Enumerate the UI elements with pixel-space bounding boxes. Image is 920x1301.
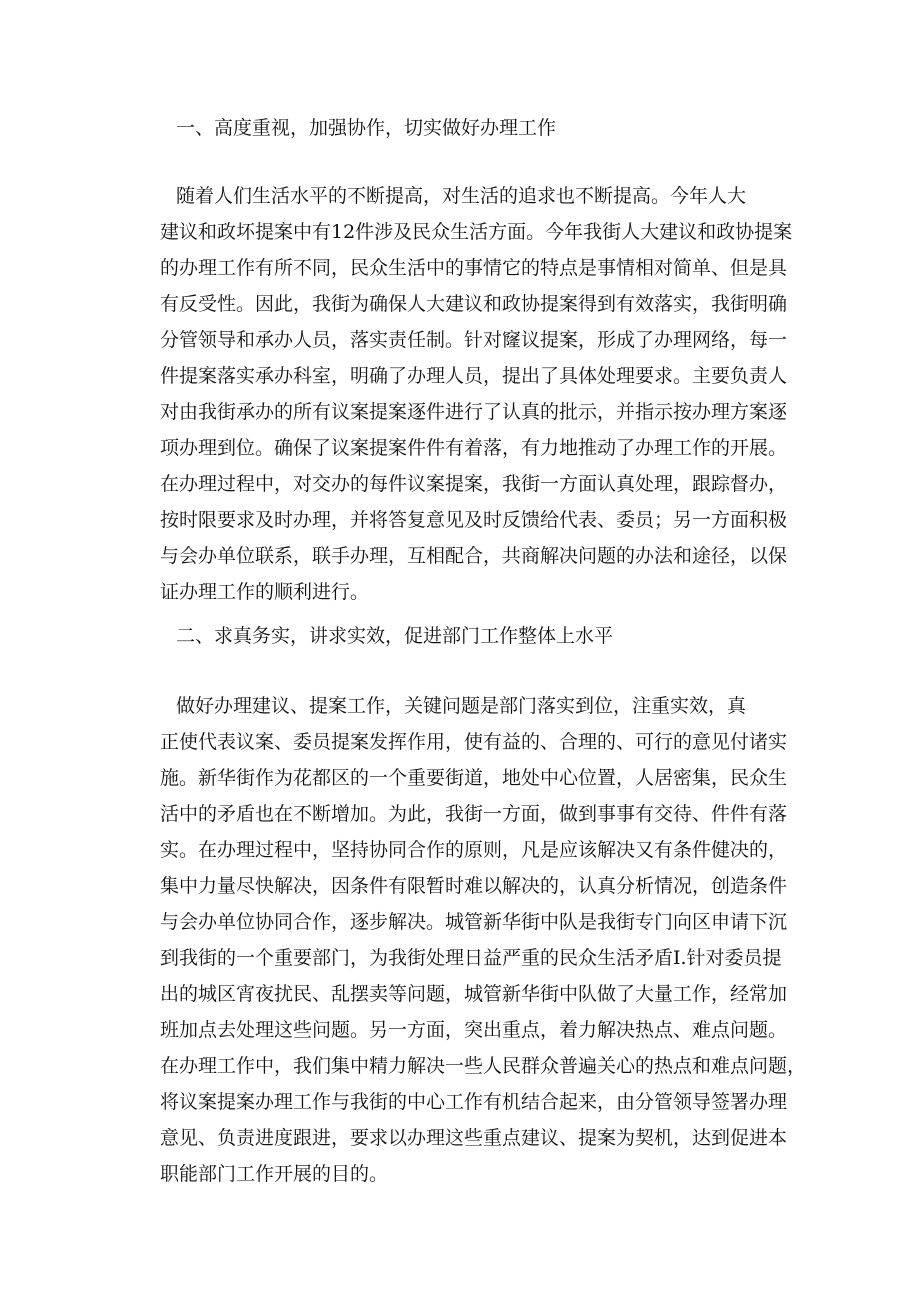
paragraph-line: 项办理到位。确保了议案提案件件有着落，有力地推动了办理工作的开展。 <box>160 437 788 459</box>
paragraph-line: 在办理过程中，对交办的每件议案提案，我街一方面认真处理，跟踪督办， <box>160 473 788 495</box>
section-paragraph-1 <box>160 178 800 610</box>
paragraph-line: 职能部门工作开展的目的。 <box>160 1163 389 1185</box>
paragraph-line: 与会办单位联系，联手办理，互相配合，共商解决问题的办法和途径，以保 <box>160 545 788 567</box>
section-heading-1: 一、高度重视，加强协作，切实做好办理工作 <box>176 117 557 139</box>
paragraph-line: 将议案提案办理工作与我街的中心工作有机结合起来，由分管领导签署办理 <box>160 1091 788 1113</box>
paragraph-line: 与会办单位协同合作，逐步解决。城管新华街中队是我街专门向区申请下沉 <box>160 911 788 933</box>
paragraph-line: 有反受性。因此，我街为确保人大建议和政协提案得到有效落实，我街明确 <box>160 293 788 315</box>
paragraph-line: 集中力量尽快解决，因条件有限暂时难以解决的，认真分析情况，创造条件 <box>160 875 788 897</box>
paragraph-line: 做好办理建议、提案工作，关键问题是部门落实到位，注重实效，真 <box>176 695 747 717</box>
paragraph-line: 建议和政坏提案中有12件涉及民众生活方面。今年我街人大建议和政协提案 <box>160 221 793 243</box>
section-heading-2: 二、求真务实，讲求实效，促进部门工作整体上水平 <box>176 625 614 647</box>
paragraph-line: 意见、负责进度跟进，要求以办理这些重点建议、提案为契机，达到促进本 <box>160 1127 788 1149</box>
paragraph-line: 活中的矛盾也在不断增加。为此，我街一方面，做到事事有交待、件件有落 <box>160 803 788 825</box>
paragraph-line: 到我街的一个重要部门，为我街处理日益严重的民众生活矛盾I.针对委员提 <box>160 947 782 969</box>
paragraph-line: 的办理工作有所不同，民众生活中的事情它的特点是事情相对简单、但是具 <box>160 257 788 279</box>
paragraph-line: 出的城区宵夜扰民、乱摆卖等问题，城管新华街中队做了大量工作，经常加 <box>160 983 788 1005</box>
paragraph-line: 实。在办理过程中，坚持协同合作的原则，凡是应该解决又有条件健决的， <box>160 839 788 861</box>
paragraph-line: 对由我街承办的所有议案提案逐件进行了认真的批示，并指示按办理方案逐 <box>160 401 788 423</box>
paragraph-line: 按时限要求及时办理，并将答复意见及时反馈给代表、委员；另一方面积极 <box>160 509 788 531</box>
paragraph-line: 正使代表议案、委员提案发挥作用，使有益的、合理的、可行的意见付诸实 <box>160 731 788 753</box>
paragraph-line: 分管领导和承办人员，落实责任制。针对窿议提案，形成了办理网络，每一 <box>160 329 788 351</box>
paragraph-line: 在办理工作中，我们集中精力解决一些人民群众普遍关心的热点和难点问题， <box>160 1055 807 1077</box>
paragraph-line: 证办理工作的顺利进行。 <box>160 581 370 603</box>
paragraph-line: 随着人们生活水平的不断提高，对生活的追求也不断提高。今年人大 <box>176 185 747 207</box>
paragraph-line: 件提案落实承办科室，明确了办理人员，提出了具体处理要求。主要负责人 <box>160 365 788 387</box>
paragraph-line: 班加点去处理这些问题。另一方面，突出重点，着力解决热点、难点问题。 <box>160 1019 788 1041</box>
section-paragraph-2 <box>160 688 807 1192</box>
paragraph-line: 施。新华街作为花都区的一个重要街道，地处中心位置，人居密集，民众生 <box>160 767 788 789</box>
